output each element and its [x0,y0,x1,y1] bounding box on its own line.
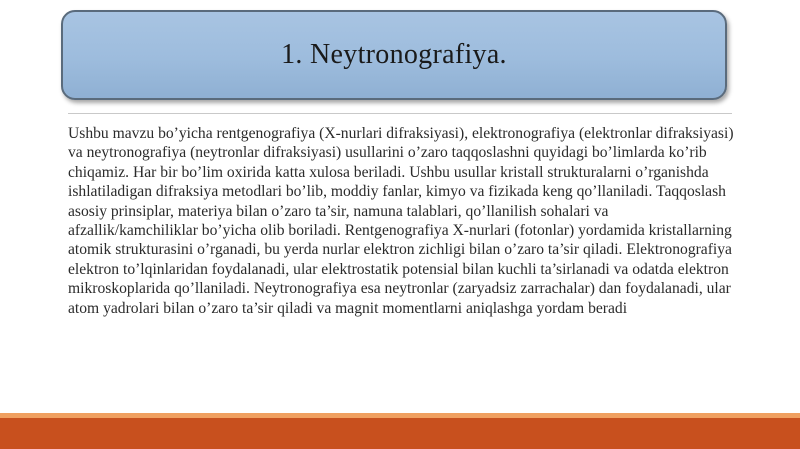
body-paragraph: Ushbu mavzu bo’yicha rentgenografiya (X-nurlari difraksiyasi), elektronografiya (elektronlar difraksiyasi) va neytronografiya (neytronlar difraksiyasi) usullarini o’zaro taqqoslashni quyidagi bo’limlarda ko’rib chiqamiz. Har bir bo’lim oxirida katta xulosa beriladi. Ushbu usullar kristall strukturalarni o’rganishda ishlatiladigan difraksiya metodlari bo’lib, moddiy fanlar, kimyo va fizikada keng qo’llaniladi. Taqqoslash asosiy prinsiplar, materiya bilan o’zaro ta’sir, namuna talablari, qo’llanilish sohalari va afzallik/kamchiliklar bo’yicha olib boriladi. Rentgenografiya X-nurlari (fotonlar) yordamida kristallarning atomik strukturasini o’rganadi, bu yerda nurlar elektron zichligi bilan o’zaro ta’sir qiladi. Elektronografiya elektron to’lqinlaridan foydalanadi, ular elektrostatik potensial bilan kuchli ta’sirlanadi va odatda elektron mikroskoplarida qo’llaniladi. Neytronografiya esa neytronlar (zaryadsiz zarrachalar) dan foydalanadi, ular atom yadrolari bilan o’zaro ta’sir qiladi va magnit momentlarni aniqlashga yordam beradi [68,125,734,317]
title-box [61,10,727,100]
footer-bar [0,418,800,449]
slide-title: 1. Neytronografiya. [281,39,507,70]
divider [68,113,732,114]
